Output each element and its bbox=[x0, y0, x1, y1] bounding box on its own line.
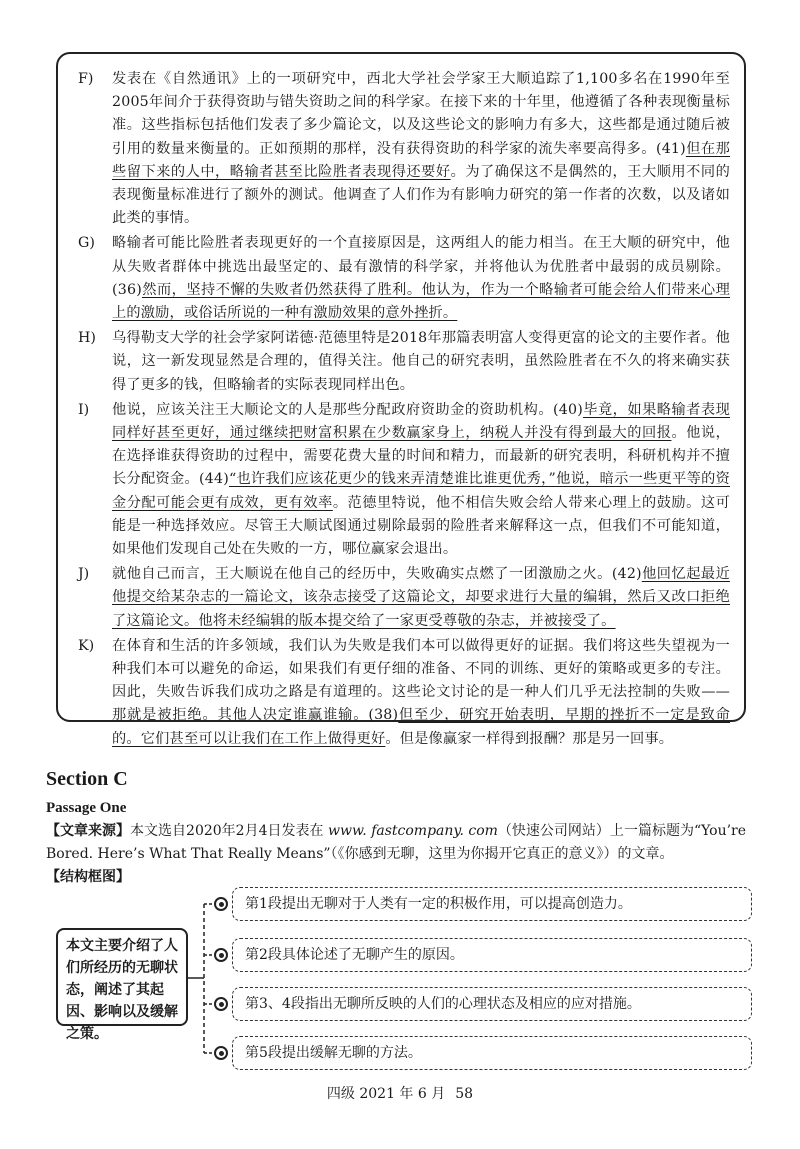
framework-connector bbox=[188, 890, 218, 1070]
paragraph-segment: 他说，应该关注王大顺论文的人是那些分配政府资助金的资助机构。(40) bbox=[112, 401, 583, 418]
footer-exam: 四级 2021 年 6 月 bbox=[326, 1086, 446, 1102]
underlined-answer-text: 然而，坚持不懈的失败者仍然获得了胜利。他认为，作为一个略输者可能会给人们带来心理上的激励，或俗话所说的一种有激励效果的意外挫折。 bbox=[112, 281, 730, 322]
framework-branch-1: 第1段提出无聊对于人类有一定的积极作用，可以提高创造力。 bbox=[232, 887, 752, 921]
paragraph-segment: 略输者可能比险胜者表现更好的一个直接原因是，这两组人的能力相当。在王大顺的研究中，他从失败者群体中挑选出最坚定的、最有激情的科学家，并将他认为优胜者中最弱的成员剔除。(36) bbox=[112, 235, 730, 298]
paragraph-segment: 就他自己而言，王大顺说在他自己的经历中，失败确实点燃了一团激励之火。(42) bbox=[112, 566, 642, 583]
paragraph-text bbox=[112, 327, 730, 397]
framework-branch-3: 第3、4段指出无聊所反映的人们的心理状态及相应的应对措施。 bbox=[232, 987, 752, 1021]
source-text-after: （快速公司网站）上一篇标题为“You’re Bored. Here’s What That Really Means”（《你感到无聊，这里为你揭开它真正的意义》）的文章。 bbox=[46, 823, 747, 862]
paragraph-segment: 乌得勒支大学的社会学家阿诺德·范德里特是2018年那篇表明富人变得更富的论文的主要作者。他说，这一新发现显然是合理的，值得关注。他自己的研究表明，虽然险胜者在不久的将来确实获得了更多的钱，但略输者的实际表现同样出色。 bbox=[112, 330, 730, 393]
framework-label: 【结构框图】 bbox=[46, 869, 130, 885]
framework-branch-2: 第2段具体论述了无聊产生的原因。 bbox=[232, 938, 752, 972]
paragraph-label: F) bbox=[78, 71, 94, 87]
paragraph-label: G) bbox=[78, 235, 95, 252]
underlined-answer-text: 但在那些留下来的人中，略输者甚至比险胜者表现得还要好 bbox=[112, 140, 730, 180]
paragraph-label: K) bbox=[78, 637, 95, 654]
paragraph-segment: 发表在《自然通讯》上的一项研究中，西北大学社会学家王大顺追踪了1,100多名在1990年至2005年间介于获得资助与错失资助之间的科学家。在接下来的十年里，他遵循了各种表现衡量标准。这些指标包括他们发表了多少篇论文，以及这些论文的影响力有多大，这些都是通过随后被引用的数量来衡量的。正如预期的那样，没有获得资助的科学家的流失率要高得多。(41) bbox=[112, 71, 730, 157]
passage-paragraph bbox=[74, 68, 730, 230]
paragraph-segment: 。他说，在选择谁获得资助的过程中，需要花费大量的时间和精力，而最新的研究表明，科研机构并不擅长分配资金。(44) bbox=[112, 425, 730, 488]
paragraph-segment: 在体育和生活的许多领域，我们认为失败是我们本可以做得更好的证据。我们将这些失望视为一种我们本可以避免的命运，如果我们有更仔细的准备、不同的训练、更好的策略或更多的专注。因此，失败告诉我们成功之路是有道理的。这些论文讨论的是一种人们几乎无法控制的失败——那就是被拒绝。其他人决定谁赢谁输。(38) bbox=[112, 637, 730, 724]
underlined-answer-text: 他回忆起最近他提交给某杂志的一篇论文，该杂志接受了这篇论文，却要求进行大量的编辑，然后又改口拒绝了这篇论文。他将未经编辑的版本提交给了一家更受尊敬的杂志，并被接受了。 bbox=[112, 566, 730, 629]
underlined-answer-text: 但至少，研究开始表明，早期的挫折不一定是致命的。它们甚至可以让我们在工作上做得更好 bbox=[112, 707, 730, 747]
paragraph-text bbox=[112, 563, 730, 633]
paragraph-segment: 。为了确保这不是偶然的，王大顺用不同的表现衡量标准进行了额外的测试。他调查了人们作为有影响力研究的第一作者的次数，以及诸如此类的事情。 bbox=[112, 163, 730, 227]
passage-paragraph bbox=[74, 635, 730, 751]
paragraph-label: J) bbox=[78, 566, 90, 583]
source-text-before: 本文选自2020年2月4日发表在 bbox=[130, 823, 324, 839]
passage-paragraph bbox=[74, 563, 730, 633]
paragraph-text bbox=[112, 399, 730, 561]
paragraph-segment: 。但是像赢家一样得到报酬？那是另一回事。 bbox=[385, 730, 674, 747]
framework-summary: 本文主要介绍了人们所经历的无聊状态，阐述了其起因、影响以及缓解之策。 bbox=[56, 928, 188, 1026]
underlined-answer-text: 毕竟，如果略输者表现同样好甚至更好，通过继续把财富积累在少数赢家身上，纳税人并没有得到最大的回报 bbox=[112, 401, 730, 442]
paragraph-segment: 。范德里特说，他不相信失败会给人带来心理上的鼓励。这可能是一种选择效应。尽管王大顺试图通过剔除最弱的险胜者来解释这一点，但我们不可能知道，如果他们发现自己处在失败的一方，哪位赢家会退出。 bbox=[112, 494, 730, 558]
page-footer bbox=[0, 1083, 800, 1103]
paragraph-text bbox=[112, 635, 730, 751]
paragraph-label: H) bbox=[78, 330, 96, 347]
underlined-answer-text: “也许我们应该花更少的钱来弄清楚谁比谁更优秀，”他说，暗示一些更平等的资金分配可能会更有成效，更有效率 bbox=[112, 471, 731, 511]
source-site: www. fastcompany. com bbox=[328, 823, 498, 839]
branch-bullet-icon bbox=[214, 1046, 228, 1060]
passage-title: Passage One bbox=[46, 800, 127, 816]
source-note bbox=[46, 820, 746, 866]
framework-branch-4: 第5段提出缓解无聊的方法。 bbox=[232, 1036, 752, 1070]
passage-paragraph bbox=[74, 399, 730, 561]
passage-box bbox=[56, 52, 746, 747]
passage-paragraph bbox=[74, 327, 730, 397]
branch-bullet-icon bbox=[214, 897, 228, 911]
section-title: Section C bbox=[46, 768, 128, 790]
source-tag: 【文章来源】 bbox=[46, 823, 131, 839]
branch-bullet-icon bbox=[214, 948, 228, 962]
paragraph-list bbox=[74, 68, 730, 751]
branch-bullet-icon bbox=[214, 997, 228, 1011]
paragraph-text bbox=[112, 232, 730, 325]
footer-page-number: 58 bbox=[455, 1086, 474, 1102]
paragraph-label: I) bbox=[78, 401, 90, 418]
passage-paragraph bbox=[74, 232, 730, 325]
paragraph-text bbox=[112, 68, 730, 230]
